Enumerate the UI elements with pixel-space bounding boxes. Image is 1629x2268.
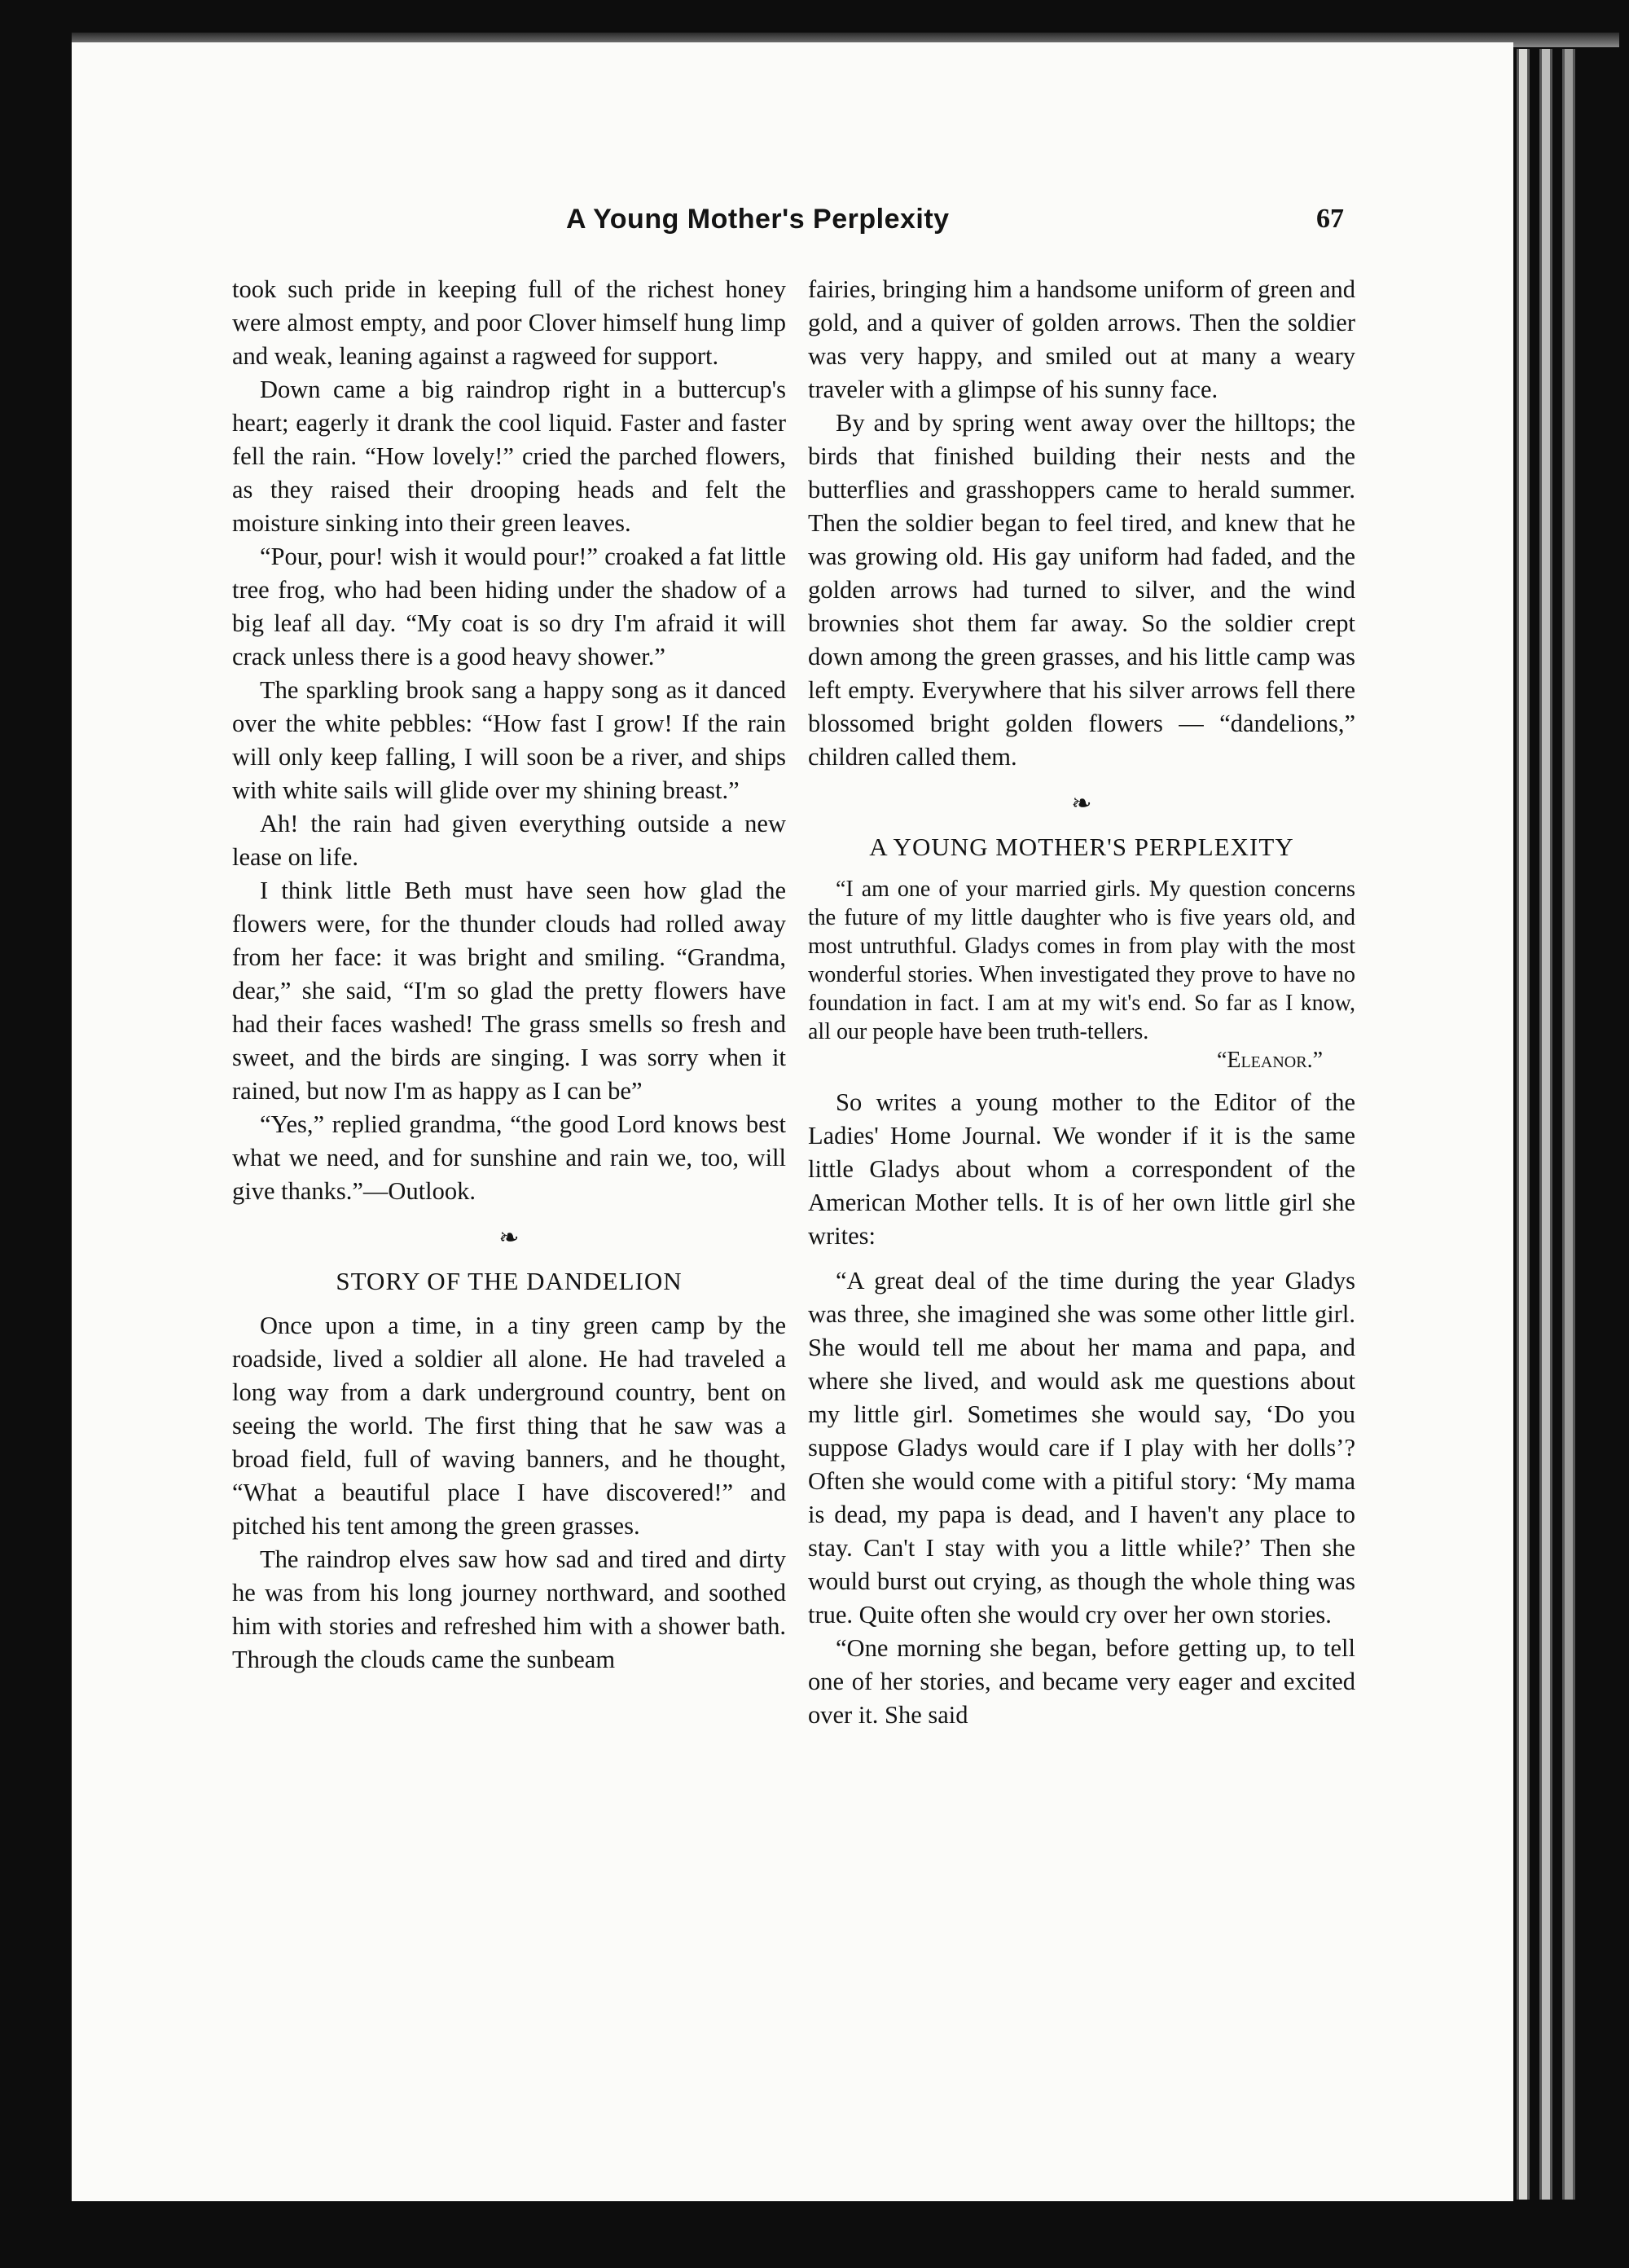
right-column <box>808 273 1355 1732</box>
page-number: 67 <box>1316 204 1344 234</box>
paragraph: Down came a big raindrop right in a buttercup's heart; eagerly it drank the cool liquid. Faster and faster fell the rain. “How lovely!” cried the parched flowers, as they raised their drooping heads and felt the moisture sinking into their green leaves. <box>232 376 786 537</box>
page-edge-strip <box>1562 49 1575 2200</box>
running-header: A Young Mother's Perplexity <box>566 204 950 235</box>
paragraph: “One morning she began, before getting up, to tell one of her stories, and became very eager and excited over it. She said <box>808 1634 1355 1729</box>
paragraph: “A great deal of the time during the year Gladys was three, she imagined she was some other little girl. She would tell me about her mama and papa, and where she lived, and would ask me questions about my little girl. Sometimes she would say, ‘Do you suppose Gladys would care if I play with her dolls’? Often she would come with a pitiful story: ‘My mama is dead, my papa is dead, and I haven't any place to stay. Can't I stay with you a little while?’ Then she would burst out crying, as though the whole thing was true. Quite often she would cry over her own stories. <box>808 1267 1355 1628</box>
paragraph: took such pride in keeping full of the richest honey were almost empty, and poor Clover himself hung limp and weak, leaning against a ragweed for support. <box>232 275 786 370</box>
page-edge-strip <box>1517 49 1530 2200</box>
section-heading: A YOUNG MOTHER'S PERPLEXITY <box>869 833 1294 861</box>
paragraph: “Pour, pour! wish it would pour!” croaked a fat little tree frog, who had been hiding under the shadow of a big leaf all day. “My coat is so dry I'm afraid it will crack unless there is a good heavy shower.” <box>232 543 786 670</box>
paragraph: The sparkling brook sang a happy song as it danced over the white pebbles: “How fast I grow! If the rain will only keep falling, I will soon be a river, and ships with white sails will glide over my shining breast.” <box>232 676 786 804</box>
paragraph: So writes a young mother to the Editor of the Ladies' Home Journal. We wonder if it is the same little Gladys about whom a correspondent of the American Mother tells. It is of her own little girl she writes: <box>808 1088 1355 1250</box>
page-edge-strip <box>1539 49 1552 2200</box>
paragraph: “Yes,” replied grandma, “the good Lord knows best what we need, and for sunshine and rain we, too, will give thanks.”—Outlook. <box>232 1110 786 1205</box>
letter-signature: “Eleanor.” <box>1216 1048 1323 1073</box>
paragraph: fairies, bringing him a handsome uniform of green and gold, and a quiver of golden arrows. Then the soldier was very happy, and smiled out at many a weary traveler with a glimpse of his sunny face. <box>808 275 1355 403</box>
paragraph: By and by spring went away over the hilltops; the birds that finished building their nests and the butterflies and grasshoppers came to herald summer. Then the soldier began to feel tired, and knew that he was growing old. His gay uniform had faded, and the golden arrows had turned to silver, and the wind brownies shot them far away. So the soldier crept down among the green grasses, and his little camp was left empty. Everywhere that his silver arrows fell there blossomed bright golden flowers — “dandelions,” children called them. <box>808 409 1355 771</box>
ornament-icon: ❧ <box>498 1224 520 1251</box>
ornament-icon: ❧ <box>1071 790 1092 817</box>
section-heading: STORY OF THE DANDELION <box>336 1267 683 1295</box>
paragraph: I think little Beth must have seen how glad the flowers were, for the thunder clouds had rolled away from her face: it was bright and smiling. “Grandma, dear,” she said, “I'm so glad the pretty flowers have had their faces washed! The grass smells so fresh and sweet, and the birds are singing. I was sorry when it rained, but now I'm as happy as I can be” <box>232 877 786 1105</box>
paragraph: Ah! the rain had given everything outside a new lease on life. <box>232 810 786 871</box>
left-column <box>232 273 786 1677</box>
letter-quote: “I am one of your married girls. My question concerns the future of my little daughter who is five years old, and most untruthful. Gladys comes in from play with the most wonderful stories. When investigated they prove to have no foundation in fact. I am at my wit's end. So far as I know, all our people have been truth-tellers. <box>808 877 1355 1044</box>
paragraph: The raindrop elves saw how sad and tired and dirty he was from his long journey northward, and soothed him with stories and refreshed him with a shower bath. Through the clouds came the sunbeam <box>232 1545 786 1673</box>
paragraph: Once upon a time, in a tiny green camp by the roadside, lived a soldier all alone. He had traveled a long way from a dark underground country, bent on seeing the world. The first thing that he saw was a broad field, full of waving banners, and he thought, “What a beautiful place I have discovered!” and pitched his tent among the green grasses. <box>232 1312 786 1540</box>
